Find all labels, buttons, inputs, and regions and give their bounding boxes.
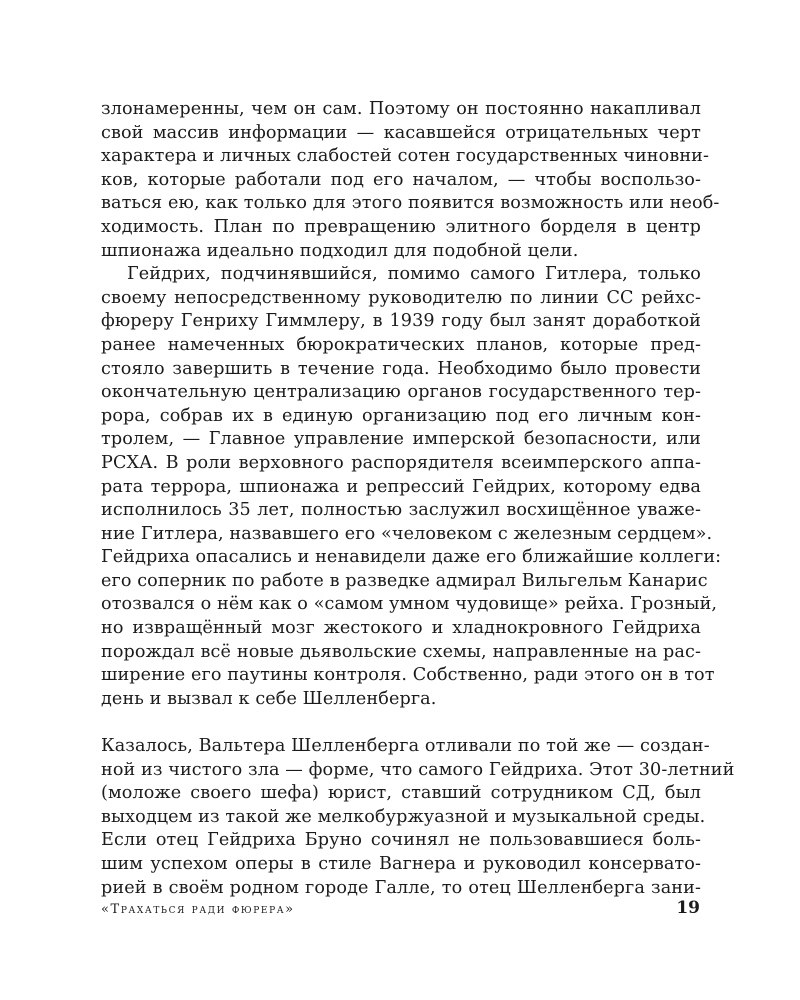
- body-text: [101, 98, 735, 900]
- paragraph-2: [101, 263, 722, 711]
- paragraph-1: [101, 98, 720, 263]
- text-line: рата террора, шпионажа и репрессий Гейдрих, которому едва: [101, 476, 701, 497]
- text-line: Если отец Гейдриха Бруно сочинял не пользовавшиеся боль-: [101, 830, 701, 851]
- text-line: характера и личных слабостей сотен государственных чиновни-: [101, 146, 710, 167]
- running-title: «Трахаться ради фюрера»: [101, 902, 295, 917]
- text-line: шим успехом оперы в стиле Вагнера и руководил консервато-: [101, 854, 701, 874]
- text-line: ной из чистого зла — форме, что самого Гейдриха. Этот 30-летний: [101, 759, 735, 780]
- text-line: ранее намеченных бюрократических планов, которые пред-: [101, 334, 701, 355]
- text-line: день и вызвал к себе Шелленберга.: [101, 688, 437, 709]
- text-line: выходцем из такой же мелкобуржуазной и музыкальной среды.: [101, 806, 706, 827]
- text-line: стояло завершить в течение года. Необходимо было провести: [101, 358, 701, 379]
- page-number: 19: [676, 898, 700, 918]
- section-break: [101, 711, 701, 735]
- text-line: Казалось, Вальтера Шелленберга отливали по той же — создан-: [101, 736, 710, 757]
- text-line: своему непосредственному руководителю по линии СС рейхс-: [101, 287, 701, 308]
- text-line: фюреру Генриху Гиммлеру, в 1939 году был занят доработкой: [101, 311, 701, 332]
- text-line: злонамеренны, чем он сам. Поэтому он постоянно накапливал: [101, 99, 701, 119]
- text-line: рора, собрав их в единую организацию под его личным кон-: [101, 405, 701, 426]
- text-line: ние Гитлера, назвавшего его «человеком с железным сердцем».: [101, 523, 713, 544]
- text-line: порождал всё новые дьявольские схемы, направленные на рас-: [101, 641, 701, 662]
- text-line: окончательную централизацию органов государственного тер-: [101, 382, 701, 403]
- text-line: Гейдрих, подчинявшийся, помимо самого Гитлера, только: [127, 264, 701, 285]
- text-line: тролем, — Главное управление имперской безопасности, или: [101, 429, 701, 450]
- text-line: (моложе своего шефа) юрист, ставший сотрудником СД, был: [101, 783, 701, 804]
- text-line: Гейдриха опасались и ненавидели даже его ближайшие коллеги:: [101, 547, 722, 568]
- text-line: ходимость. План по превращению элитного борделя в центр: [101, 216, 701, 237]
- text-line: рией в своём родном городе Галле, то отец Шелленберга зани-: [101, 877, 701, 898]
- text-line: свой массив информации — касавшейся отрицательных черт: [101, 122, 701, 143]
- paragraph-3: [101, 735, 735, 900]
- text-line: ков, которые работали под его началом, — чтобы воспользо-: [101, 169, 701, 190]
- text-line: исполнилось 35 лет, полностью заслужил восхищённое уваже-: [101, 500, 701, 521]
- text-line: но извращённый мозг жестокого и хладнокровного Гейдриха: [101, 618, 701, 639]
- text-line: РСХА. В роли верховного распорядителя всеимперского аппа-: [101, 452, 701, 473]
- text-line: ширение его паутины контроля. Собственно, ради этого он в тот: [101, 665, 715, 686]
- text-line: его соперник по работе в разведке адмирал Вильгельм Канарис: [101, 570, 708, 591]
- text-line: ваться ею, как только для этого появится возможность или необ-: [101, 193, 720, 214]
- text-line: отозвался о нём как о «самом умном чудовище» рейха. Грозный,: [101, 594, 718, 615]
- text-line: шпионажа идеально подходил для подобной цели.: [101, 240, 579, 261]
